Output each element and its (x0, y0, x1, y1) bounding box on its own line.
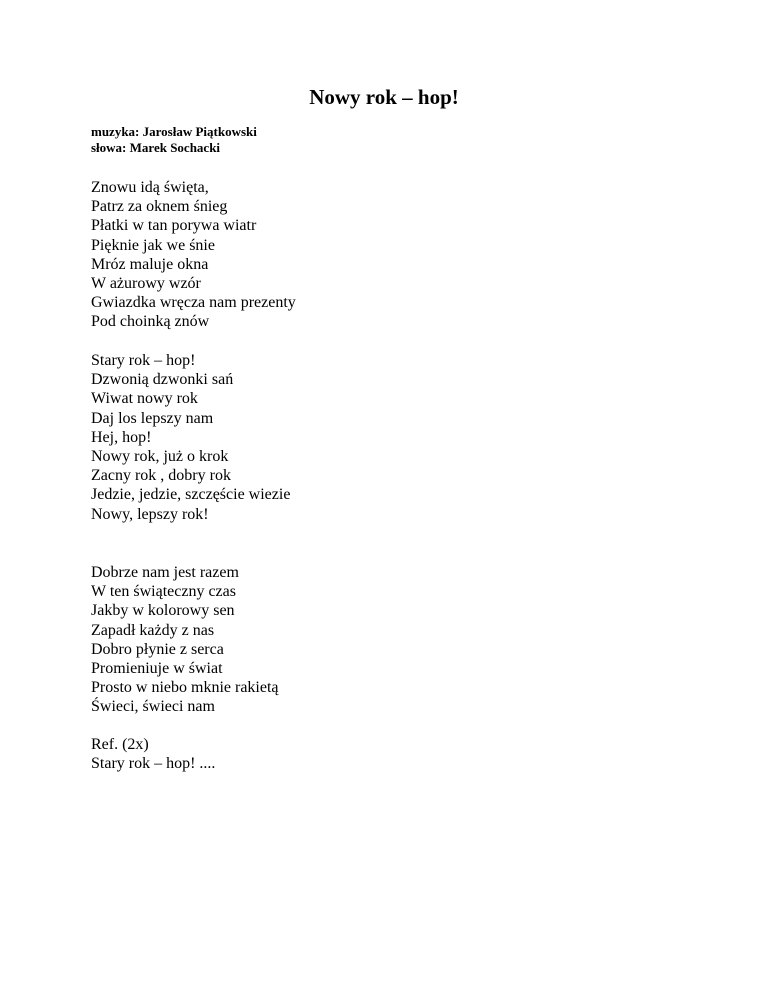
lyric-line: W ażurowy wzór (91, 275, 201, 293)
lyric-line: Jedzie, jedzie, szczęście wiezie (91, 486, 291, 504)
lyric-line: Świeci, świeci nam (91, 698, 215, 716)
lyric-line: Promieniuje w świat (91, 660, 223, 678)
lyric-line: Dobrze nam jest razem (91, 564, 239, 581)
lyric-line: Ref. (2x) (91, 736, 149, 753)
verse-2 (91, 563, 279, 717)
lyric-line: W ten świąteczny czas (91, 583, 236, 601)
lyric-line: Pięknie jak we śnie (91, 236, 215, 254)
lyric-line: Gwiazdka wręcza nam prezenty (91, 294, 296, 312)
verse-1 (91, 178, 296, 332)
lyric-line: Wiwat nowy rok (91, 390, 198, 408)
lyric-line: Zapadł każdy z nas (91, 621, 215, 639)
lyric-line: Dzwonią dzwonki sań (91, 371, 234, 389)
lyric-line: Dobro płynie z serca (91, 640, 224, 658)
lyric-line: Nowy rok, już o krok (91, 448, 229, 466)
lyric-line: Płatki w tan porywa wiatr (91, 217, 257, 235)
lyric-line: Daj los lepszy nam (91, 409, 214, 427)
song-title: Nowy rok – hop! (309, 85, 459, 109)
lyric-line: Hej, hop! (91, 428, 152, 446)
lyric-line: Pod choinką znów (91, 313, 210, 331)
lyric-line: Patrz za oknem śnieg (91, 198, 228, 216)
lyric-line: Nowy, lepszy rok! (91, 505, 209, 523)
lyric-line: Jakby w kolorowy sen (91, 602, 235, 620)
refrain-note (91, 735, 215, 773)
chorus (91, 351, 290, 524)
lyric-line: Zacny rok , dobry rok (91, 467, 231, 485)
music-credit: muzyka: Jarosław Piątkowski (91, 124, 257, 139)
lyric-line: Znowu idą święta, (91, 179, 209, 196)
song-credits (91, 124, 257, 156)
lyric-line: Prosto w niebo mknie rakietą (91, 679, 279, 697)
lyrics-credit: słowa: Marek Sochacki (91, 140, 221, 155)
lyric-line: Stary rok – hop! (91, 352, 196, 369)
lyric-line: Mróz maluje okna (91, 255, 209, 273)
lyric-line: Stary rok – hop! .... (91, 755, 216, 773)
